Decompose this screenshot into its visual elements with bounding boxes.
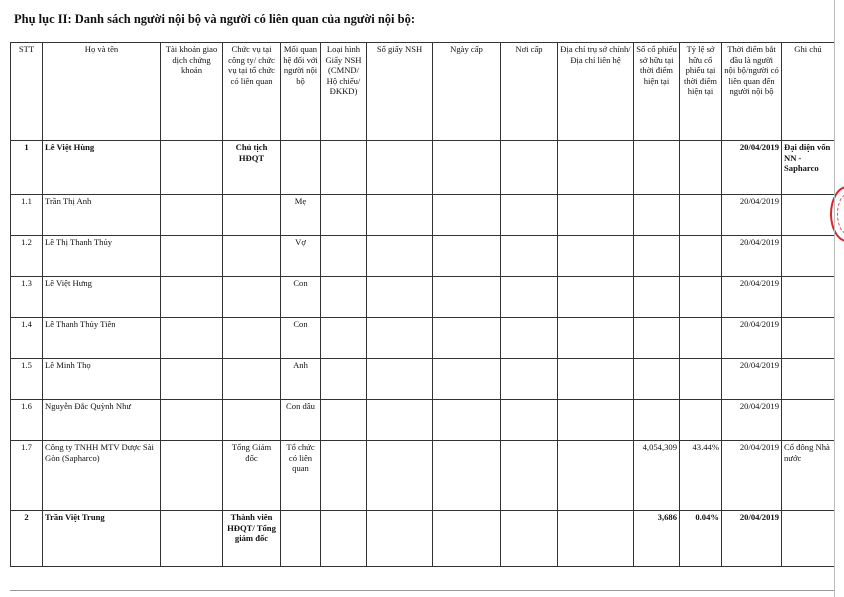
col-header-start: Thời điểm bắt đầu là người nội bộ/người có liên quan đến người nội bộ [722,43,782,141]
header-row [11,43,835,141]
cell-shares [634,400,680,441]
cell-account [161,141,223,195]
cell-doc-type [321,195,367,236]
cell-issue-date [433,441,501,511]
cell-issue-place [501,236,558,277]
cell-account [161,400,223,441]
cell-relation: Con [281,318,321,359]
cell-note [782,359,835,400]
cell-account [161,277,223,318]
col-header-relation: Mối quan hệ đối với người nội bộ [281,43,321,141]
cell-relation: Vợ [281,236,321,277]
col-header-position: Chức vụ tại công ty/ chức vụ tại tổ chức có liên quan [223,43,281,141]
page-edge-divider [834,0,835,597]
cell-name: Lê Việt Hùng [43,141,161,195]
cell-doc-type [321,441,367,511]
col-header-stt: STT [11,43,43,141]
cell-doc-no [367,318,433,359]
cell-doc-no [367,359,433,400]
cell-shares [634,318,680,359]
cell-account [161,236,223,277]
cell-relation: Con dâu [281,400,321,441]
table-row [11,277,835,318]
cell-address [558,195,634,236]
cell-position [223,236,281,277]
cell-note: Cổ đông Nhà nước [782,441,835,511]
cell-shares [634,277,680,318]
cell-note [782,511,835,567]
cell-issue-date [433,141,501,195]
cell-ratio [680,318,722,359]
cell-name: Lê Minh Thọ [43,359,161,400]
cell-account [161,359,223,400]
cell-shares: 3,686 [634,511,680,567]
table-body [11,141,835,567]
cell-account [161,511,223,567]
col-header-account: Tài khoản giao dịch chứng khoán [161,43,223,141]
cell-start: 20/04/2019 [722,400,782,441]
cell-issue-place [501,441,558,511]
cell-issue-date [433,359,501,400]
cell-address [558,441,634,511]
cell-issue-place [501,141,558,195]
cell-start: 20/04/2019 [722,141,782,195]
cell-start: 20/04/2019 [722,359,782,400]
cell-ratio [680,400,722,441]
cell-note [782,400,835,441]
cell-doc-no [367,141,433,195]
cell-ratio [680,359,722,400]
table-row [11,141,835,195]
col-header-name: Họ và tên [43,43,161,141]
col-header-ratio: Tỷ lệ sở hữu cổ phiếu tại thời điểm hiện tại [680,43,722,141]
cell-issue-place [501,511,558,567]
table-row [11,359,835,400]
cell-start: 20/04/2019 [722,318,782,359]
cell-doc-type [321,511,367,567]
col-header-note: Ghi chú [782,43,835,141]
cell-note [782,195,835,236]
cell-address [558,141,634,195]
cell-name: Nguyễn Đắc Quỳnh Như [43,400,161,441]
cell-doc-no [367,277,433,318]
cell-stt: 2 [11,511,43,567]
cell-relation: Tổ chức có liên quan [281,441,321,511]
cell-address [558,318,634,359]
cell-account [161,195,223,236]
cell-stt: 1.6 [11,400,43,441]
cell-shares [634,195,680,236]
col-header-doc-type: Loại hình Giấy NSH (CMND/ Hộ chiếu/ ĐKKD) [321,43,367,141]
cell-doc-type [321,359,367,400]
col-header-doc-no: Số giấy NSH [367,43,433,141]
cell-address [558,277,634,318]
cell-start: 20/04/2019 [722,195,782,236]
cell-issue-date [433,511,501,567]
cell-doc-type [321,236,367,277]
cell-shares [634,359,680,400]
cell-note [782,236,835,277]
cell-position [223,359,281,400]
cell-issue-date [433,400,501,441]
cell-doc-type [321,141,367,195]
cell-shares [634,141,680,195]
cell-stt: 1.2 [11,236,43,277]
cell-start: 20/04/2019 [722,277,782,318]
cell-start: 20/04/2019 [722,441,782,511]
cell-address [558,511,634,567]
table-row [11,441,835,511]
page-heading: Phụ lục II: Danh sách người nội bộ và người có liên quan của người nội bộ: [14,12,416,26]
cell-doc-no [367,400,433,441]
cell-address [558,359,634,400]
cell-stt: 1.7 [11,441,43,511]
cell-position: Thành viên HĐQT/ Tổng giám đốc [223,511,281,567]
cell-relation [281,141,321,195]
cell-issue-date [433,195,501,236]
cell-shares [634,236,680,277]
table-row [11,236,835,277]
cell-issue-date [433,236,501,277]
cell-stt: 1 [11,141,43,195]
cell-shares: 4,054,309 [634,441,680,511]
cell-ratio: 0.04% [680,511,722,567]
cell-name: Lê Thị Thanh Thủy [43,236,161,277]
cell-position: Tổng Giám đốc [223,441,281,511]
cell-name: Lê Việt Hưng [43,277,161,318]
cell-address [558,400,634,441]
cell-name: Trần Thị Anh [43,195,161,236]
cell-doc-no [367,236,433,277]
cell-ratio [680,236,722,277]
cell-start: 20/04/2019 [722,511,782,567]
cell-stt: 1.5 [11,359,43,400]
cell-account [161,441,223,511]
cell-relation: Anh [281,359,321,400]
cell-stt: 1.3 [11,277,43,318]
cell-position: Chủ tịch HĐQT [223,141,281,195]
cell-issue-place [501,195,558,236]
cell-doc-no [367,195,433,236]
col-header-issue-place: Nơi cấp [501,43,558,141]
cell-name: Công ty TNHH MTV Dược Sài Gòn (Sapharco) [43,441,161,511]
col-header-address: Địa chỉ trụ sở chính/Địa chỉ liên hệ [558,43,634,141]
cell-stt: 1.4 [11,318,43,359]
cell-doc-type [321,400,367,441]
table-row [11,400,835,441]
cell-ratio [680,277,722,318]
table-row [11,318,835,359]
cell-name: Lê Thanh Thủy Tiên [43,318,161,359]
cell-account [161,318,223,359]
cell-stt: 1.1 [11,195,43,236]
table-row [11,511,835,567]
cell-doc-type [321,277,367,318]
cell-ratio [680,195,722,236]
footer-rule [10,590,834,591]
col-header-shares: Số cổ phiếu sở hữu tại thời điểm hiện tại [634,43,680,141]
cell-relation: Con [281,277,321,318]
cell-issue-place [501,359,558,400]
col-header-issue-date: Ngày cấp [433,43,501,141]
cell-issue-date [433,277,501,318]
cell-doc-type [321,318,367,359]
cell-issue-place [501,400,558,441]
cell-position [223,277,281,318]
table-row [11,195,835,236]
cell-doc-no [367,511,433,567]
cell-note: Đại diện vốn NN - Sapharco [782,141,835,195]
cell-note [782,277,835,318]
cell-name: Trần Việt Trung [43,511,161,567]
cell-doc-no [367,441,433,511]
cell-relation [281,511,321,567]
cell-start: 20/04/2019 [722,236,782,277]
insider-table [10,42,835,567]
cell-position [223,318,281,359]
cell-issue-place [501,277,558,318]
cell-note [782,318,835,359]
cell-position [223,195,281,236]
cell-ratio [680,141,722,195]
cell-issue-date [433,318,501,359]
cell-position [223,400,281,441]
cell-ratio: 43.44% [680,441,722,511]
cell-issue-place [501,318,558,359]
cell-address [558,236,634,277]
cell-relation: Mẹ [281,195,321,236]
